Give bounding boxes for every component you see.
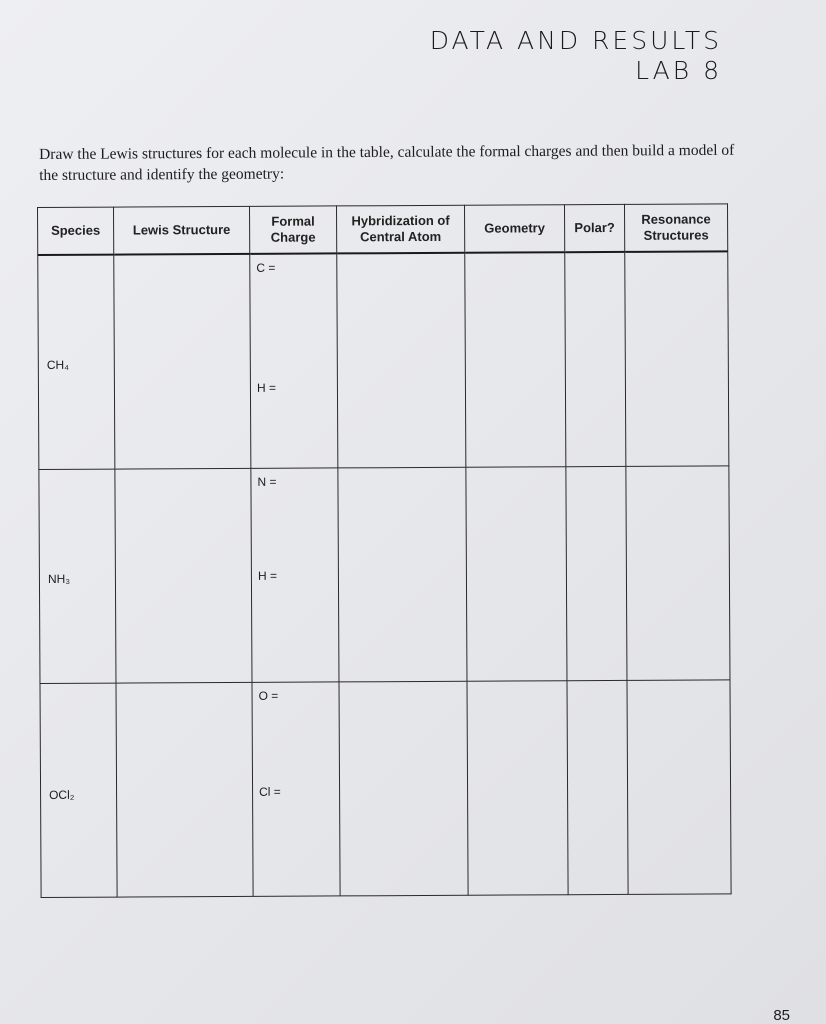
column-header-geometry: Geometry xyxy=(464,205,564,253)
results-table-wrapper xyxy=(37,203,732,897)
resonance-cell[interactable] xyxy=(625,251,729,466)
polar-cell[interactable] xyxy=(565,252,626,466)
geometry-cell[interactable] xyxy=(466,466,567,681)
lewis-structure-cell[interactable] xyxy=(116,682,253,897)
column-header-lewis-structure: Lewis Structure xyxy=(114,206,250,254)
formal-charge-cell[interactable] xyxy=(250,253,338,467)
formal-charge-label: N = xyxy=(257,474,277,489)
species-cell xyxy=(40,683,117,897)
formal-charge-cell[interactable] xyxy=(252,681,340,895)
lewis-structure-cell[interactable] xyxy=(114,254,251,469)
lab-title: LAB 8 xyxy=(635,56,722,85)
species-cell xyxy=(39,469,116,683)
hybridization-cell[interactable] xyxy=(339,681,468,896)
geometry-cell[interactable] xyxy=(467,680,568,895)
formal-charge-label: H = xyxy=(256,380,277,395)
geometry-cell[interactable] xyxy=(465,252,566,467)
column-header-resonance: Resonance Structures xyxy=(624,204,727,252)
page-number: 85 xyxy=(773,1007,790,1024)
column-header-polar: Polar? xyxy=(564,204,624,252)
polar-cell[interactable] xyxy=(567,680,628,894)
formal-charge-label: H = xyxy=(257,568,277,583)
species-label: CH₄ xyxy=(46,357,70,372)
page-header xyxy=(430,26,722,86)
species-cell xyxy=(38,255,115,469)
instructions-text: Draw the Lewis structures for each molecule in the table, calculate the formal charges and then build a model of the structure and identify the geometry: xyxy=(39,141,735,184)
formal-charge-label: O = xyxy=(258,688,279,703)
species-label: NH₃ xyxy=(47,571,71,586)
formal-charge-cell[interactable] xyxy=(251,467,339,681)
table-row xyxy=(39,465,730,683)
results-table xyxy=(37,203,732,897)
resonance-cell[interactable] xyxy=(627,679,731,894)
formal-charge-label: Cl = xyxy=(259,784,281,799)
table-row xyxy=(40,679,731,897)
species-label: OCl₂ xyxy=(49,787,75,802)
lewis-structure-cell[interactable] xyxy=(115,468,252,683)
section-title: DATA AND RESULTS xyxy=(429,26,722,55)
table-row xyxy=(38,251,729,469)
column-header-species: Species xyxy=(38,207,114,255)
column-header-hybridization: Hybridization of Central Atom xyxy=(336,205,464,253)
hybridization-cell[interactable] xyxy=(337,253,466,468)
hybridization-cell[interactable] xyxy=(338,467,467,682)
resonance-cell[interactable] xyxy=(626,465,730,680)
formal-charge-label: C = xyxy=(256,260,276,275)
polar-cell[interactable] xyxy=(566,466,627,680)
table-header-row xyxy=(38,204,728,255)
column-header-formal-charge: Formal Charge xyxy=(249,206,336,254)
